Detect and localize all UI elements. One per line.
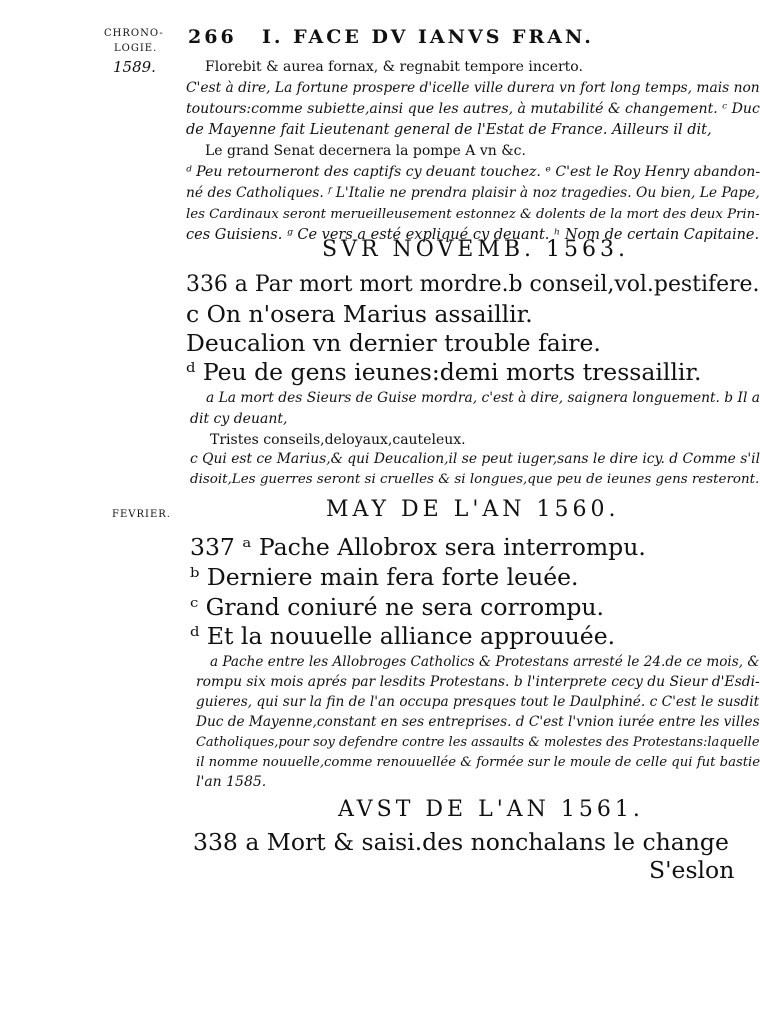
margin-year: 1589. [113, 58, 156, 76]
verse-line: Deucalion vn dernier trouble faire. [186, 329, 601, 357]
running-head: I. FACE DV IANVS FRAN. [262, 26, 594, 48]
note-line: c Qui est ce Marius,& qui Deucalion,il se peut iuger,sans le dire icy. d Comme s'il [190, 451, 761, 467]
note-line: rompu six mois aprés par lesdits Protestans. b l'interprete cecy du Sieur d'Esdi- [196, 674, 760, 690]
note-line: C'est à dire, La fortune prospere d'icelle ville durera vn fort long temps, mais non [186, 80, 760, 96]
verse-line: ᵇ Derniere main fera forte leuée. [190, 563, 579, 591]
margin-chronologie-1: CHRONO- [104, 28, 164, 39]
note-line: Florebit & aurea fornax, & regnabit tempore incerto. [205, 59, 583, 75]
verse-line: ᵈ Peu de gens ieunes:demi morts tressaillir. [186, 358, 702, 386]
verse-line: 337 ᵃ Pache Allobrox sera interrompu. [190, 533, 646, 561]
section-heading: AVST DE L'AN 1561. [338, 797, 644, 822]
note-line: disoit,Les guerres seront si cruelles & si longues,que peu de ieunes gens resteront. [190, 472, 760, 487]
margin-fevrier: FEVRIER. [112, 509, 171, 520]
section-heading: SVR NOVEMB. 1563. [322, 237, 630, 262]
note-line: Duc de Mayenne,constant en ses entreprises. d C'est l'vnion iurée entre les villes [196, 714, 760, 730]
note-line: ces Guisiens. ᵍ Ce vers a esté expliqué cy deuant. ʰ Nom de certain Capitaine. [186, 227, 760, 243]
note-line: Le grand Senat decernera la pompe A vn &c. [205, 143, 526, 159]
note-line: dit cy deuant, [190, 411, 288, 427]
verse-line: c On n'osera Marius assaillir. [186, 300, 533, 328]
note-line: Catholiques,pour soy defendre contre les assaults & molestes des Protestans:laquelle [196, 735, 760, 750]
margin-chronologie-2: LOGIE. [114, 43, 158, 54]
page-number: 266 [188, 26, 237, 48]
note-line: Tristes conseils,deloyaux,cauteleux. [210, 432, 466, 448]
verse-line: ᶜ Grand coniuré ne sera corrompu. [190, 593, 605, 621]
note-line: a Pache entre les Allobroges Catholics & Protestans arresté le 24.de ce mois, & [210, 654, 760, 670]
note-line: de Mayenne fait Lieutenant general de l'Estat de France. Ailleurs il dit, [186, 122, 712, 138]
note-line: ᵈ Peu retourneront des captifs cy deuant touchez. ᵉ C'est le Roy Henry abandon- [186, 164, 761, 180]
verse-line: 336 a Par mort mort mordre.b conseil,vol.pestifere. [186, 272, 760, 297]
note-line: les Cardinaux seront merueilleusement estonnez & dolents de la mort des deux Prin- [186, 207, 760, 222]
section-heading: MAY DE L'AN 1560. [326, 497, 620, 522]
verse-line: ᵈ Et la nouuelle alliance approuuée. [190, 622, 616, 650]
verse-line: 338 a Mort & saisi.des nonchalans le change [193, 828, 729, 856]
note-line: toutours:comme subiette,ainsi que les autres, à mutabilité & changement. ᶜ Duc [186, 101, 760, 117]
note-line: né des Catholiques. ᶠ L'Italie ne prendra plaisir à noz tragedies. Ou bien, Le Pape, [186, 185, 760, 201]
note-line: il nomme nouuelle,comme renouuellée & formée sur le moule de celle qui fut bastie [196, 755, 761, 770]
note-line: guieres, qui sur la fin de l'an occupa presques tout le Daulphiné. c C'est le susdit [196, 694, 760, 710]
catchword: S'eslon [649, 856, 735, 884]
note-line: a La mort des Sieurs de Guise mordra, c'est à dire, saignera longuement. b Il a [206, 390, 760, 406]
note-line: l'an 1585. [196, 774, 267, 790]
